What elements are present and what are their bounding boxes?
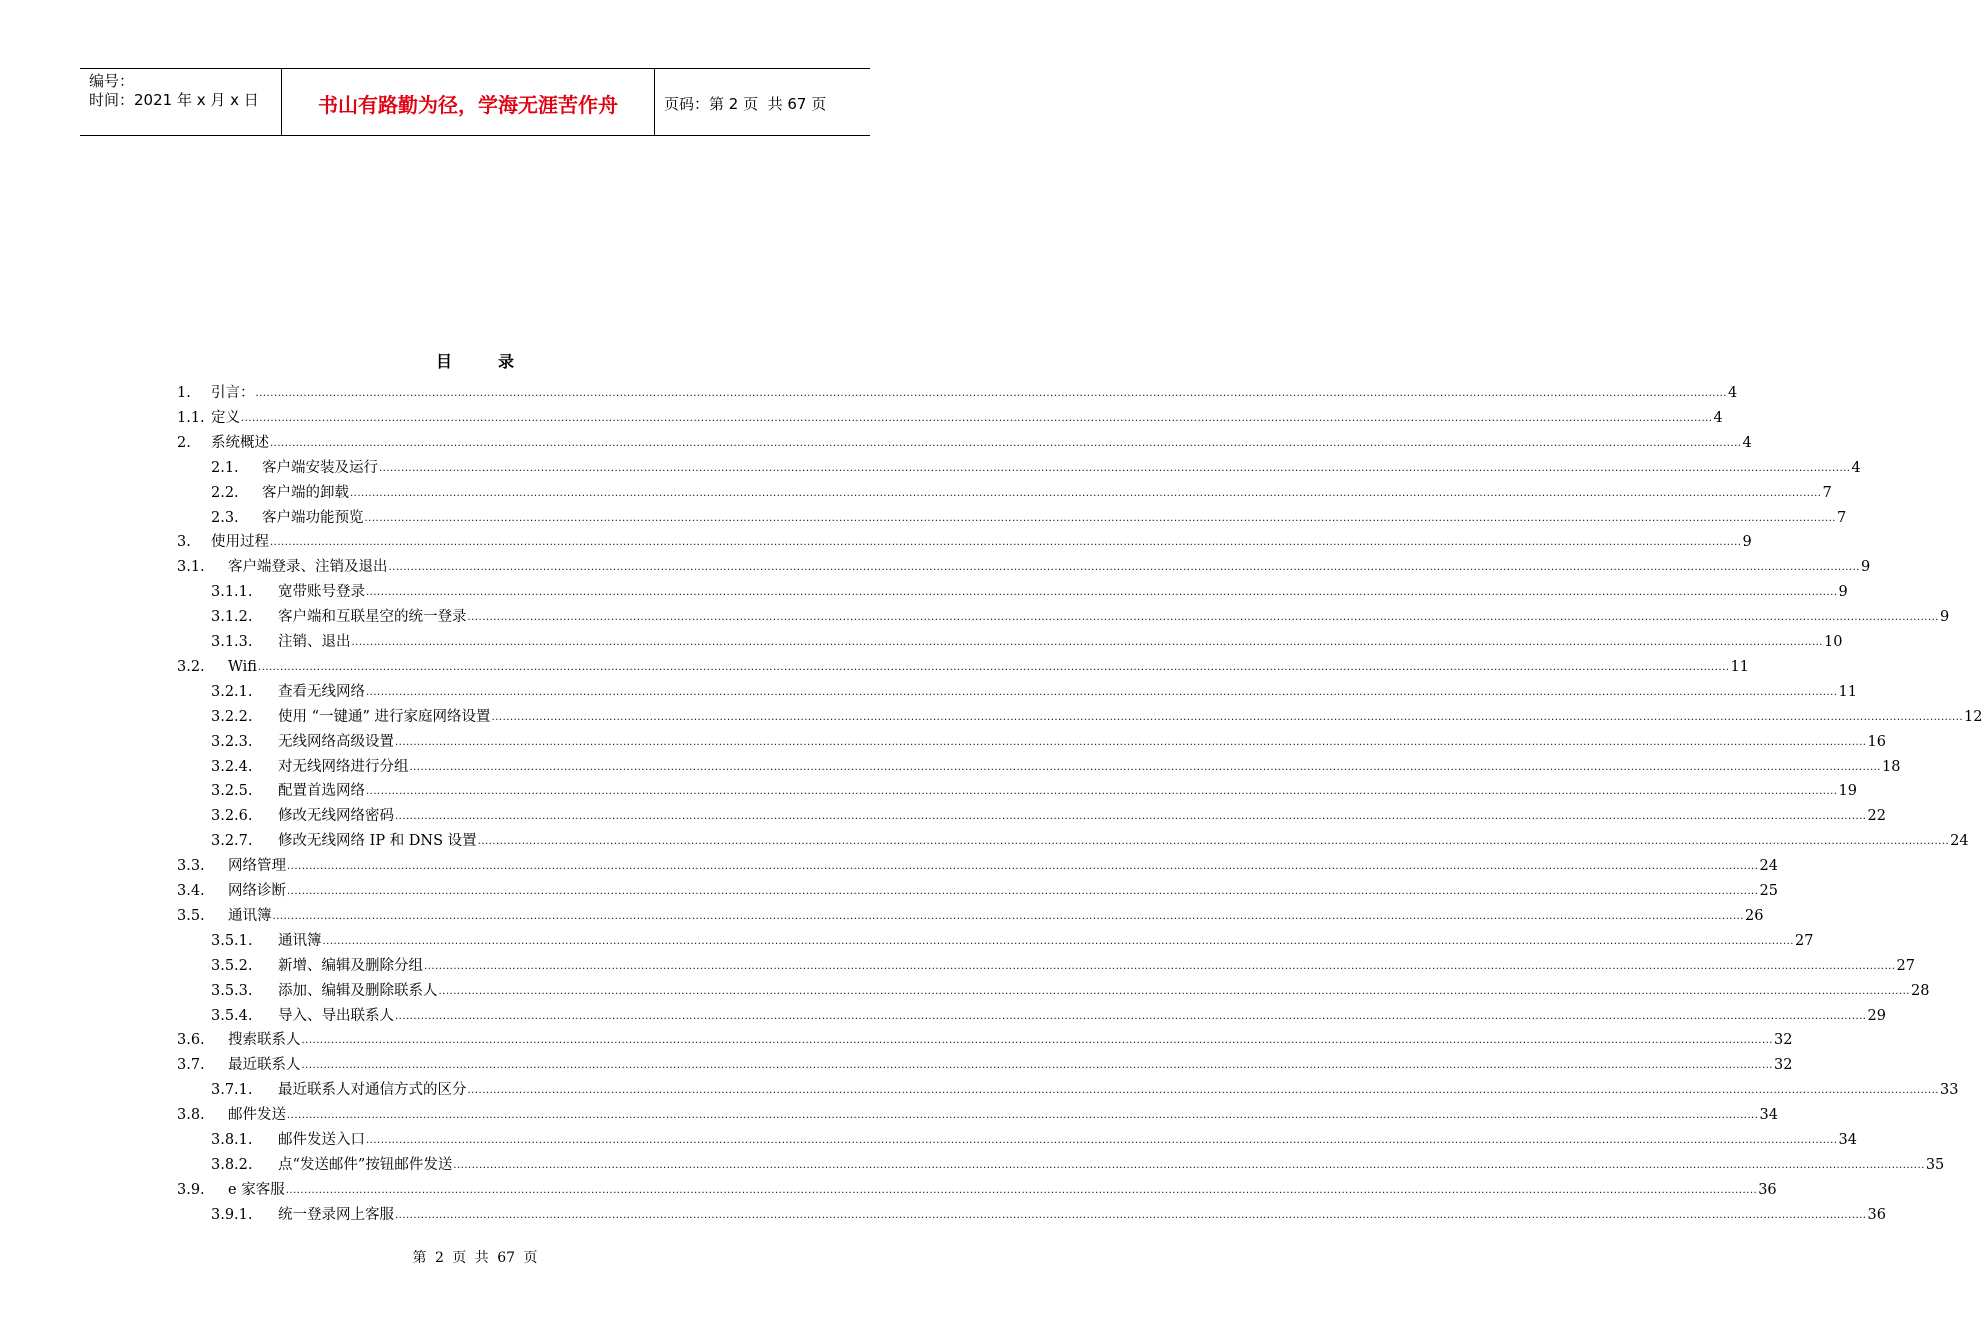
- toc-entry-number: 2.3.: [211, 509, 239, 526]
- toc-entry-page: 9: [1742, 534, 1752, 551]
- toc-entry-title: 修改无线网络 IP 和 DNS 设置: [278, 833, 477, 850]
- toc-leader-dots: ................................................................................................................................................................................................................................................................................................................................................................................................................: [366, 587, 1838, 599]
- page-header: [80, 68, 870, 136]
- toc-entry-page: 22: [1867, 808, 1886, 825]
- toc-entry-number: 3.5.3.: [211, 982, 253, 999]
- toc-entry-number: 3.2.3.: [211, 733, 253, 750]
- toc-entry-number: 3.2.4.: [211, 758, 253, 775]
- toc-entry-page: 9: [1838, 584, 1848, 601]
- toc-entry-title: Wifi: [228, 658, 257, 675]
- toc-entry-title: 通讯簿: [278, 932, 322, 949]
- toc-entry[interactable]: [0, 904, 1764, 928]
- toc-entry-title: 定义: [211, 409, 240, 426]
- header-meta: [80, 69, 281, 135]
- toc-entry[interactable]: [0, 1078, 1959, 1102]
- toc-entry-page: 33: [1939, 1082, 1959, 1099]
- toc-entry[interactable]: [0, 829, 1969, 853]
- toc-leader-dots: ................................................................................................................................................................................................................................................................................................................................................................................................................: [366, 686, 1838, 698]
- toc-entry-number: 3.8.: [177, 1107, 205, 1124]
- toc-entry-title: 配置首选网络: [278, 783, 365, 800]
- toc-entry-number: 3.2.1.: [211, 683, 253, 700]
- toc-entry-page: 4: [1742, 434, 1752, 451]
- toc-entry-page: 28: [1910, 982, 1930, 999]
- toc-title-part-a: 目: [435, 352, 452, 371]
- toc-entry[interactable]: [0, 655, 1749, 679]
- toc-entry-title: 最近联系人: [228, 1057, 301, 1074]
- toc-entry-title: 客户端功能预览: [262, 509, 364, 526]
- toc-entry-title: 网络诊断: [228, 883, 286, 899]
- toc-leader-dots: ................................................................................................................................................................................................................................................................................................................................................................................................................: [477, 836, 1950, 848]
- toc-entry-title: 使用 “一键通” 进行家庭网络设置: [278, 708, 491, 725]
- toc-leader-dots: ................................................................................................................................................................................................................................................................................................................................................................................................................: [301, 1035, 1773, 1047]
- toc-entry-number: 3.5.1.: [211, 932, 253, 949]
- toc-entry-page: 27: [1896, 957, 1915, 974]
- toc-entry-title: 添加、编辑及删除联系人: [278, 982, 438, 999]
- toc-entry-number: 3.8.2.: [211, 1156, 253, 1173]
- toc-entry-title: 注销、退出: [278, 634, 351, 650]
- toc-entry-number: 3.1.3.: [211, 634, 253, 650]
- toc-entry[interactable]: [0, 1103, 1778, 1127]
- toc-entry-title: 网络管理: [228, 858, 286, 875]
- toc-entry[interactable]: [0, 381, 1738, 405]
- toc-entry-number: 3.2.5.: [211, 783, 253, 800]
- toc-entry[interactable]: [0, 879, 1778, 903]
- toc-entry-title: e 家客服: [228, 1181, 285, 1198]
- toc-entry-title: 无线网络高级设置: [278, 733, 394, 750]
- toc-leader-dots: ................................................................................................................................................................................................................................................................................................................................................................................................................: [287, 1110, 1759, 1122]
- toc-entry[interactable]: [0, 1028, 1793, 1052]
- toc-entry-page: 29: [1867, 1007, 1886, 1024]
- toc-leader-dots: ................................................................................................................................................................................................................................................................................................................................................................................................................: [388, 562, 1860, 574]
- toc-leader-dots: ................................................................................................................................................................................................................................................................................................................................................................................................................: [366, 1135, 1838, 1146]
- toc-entry-number: 3.8.1.: [211, 1132, 253, 1148]
- toc-entry-number: 3.2.7.: [211, 833, 253, 850]
- toc-entry-number: 2.1.: [211, 459, 239, 476]
- toc-entry[interactable]: [0, 431, 1752, 455]
- toc-entry[interactable]: [0, 954, 1915, 978]
- toc-entry-page: 12: [1964, 708, 1982, 725]
- toc-entry-title: 查看无线网络: [278, 683, 365, 700]
- toc-entry-page: 19: [1838, 783, 1857, 800]
- toc-entry-page: 18: [1881, 758, 1901, 775]
- toc-entry-page: 4: [1727, 385, 1738, 401]
- toc-entry-page: 36: [1867, 1206, 1886, 1223]
- toc-title-part-b: 录: [498, 352, 515, 371]
- toc-leader-dots: ................................................................................................................................................................................................................................................................................................................................................................................................................: [395, 1209, 1867, 1221]
- page-footer: 第 2 页 共 67 页: [412, 1250, 538, 1266]
- toc-entry-page: 26: [1744, 907, 1764, 924]
- toc-leader-dots: ................................................................................................................................................................................................................................................................................................................................................................................................................: [270, 437, 1742, 449]
- toc-entry[interactable]: [0, 481, 1832, 505]
- toc-entry[interactable]: [0, 1203, 1886, 1227]
- toc-entry-title: 邮件发送: [228, 1107, 286, 1124]
- toc-entry-number: 3.7.: [177, 1057, 205, 1074]
- toc-entry-number: 3.3.: [177, 858, 205, 875]
- toc-leader-dots: ................................................................................................................................................................................................................................................................................................................................................................................................................: [301, 1060, 1773, 1072]
- toc-leader-dots: ................................................................................................................................................................................................................................................................................................................................................................................................................: [491, 711, 1964, 723]
- toc-entry-title: 导入、导出联系人: [278, 1007, 394, 1024]
- toc-entry-number: 3.7.1.: [211, 1082, 253, 1099]
- toc-entry[interactable]: [0, 755, 1901, 779]
- toc-entry-number: 3.9.: [177, 1181, 205, 1198]
- toc-leader-dots: ................................................................................................................................................................................................................................................................................................................................................................................................................: [364, 512, 1836, 524]
- toc-entry-number: 1.: [177, 385, 191, 401]
- toc-entry-title: 对无线网络进行分组: [278, 758, 409, 775]
- toc-entry[interactable]: [0, 506, 1847, 530]
- toc-leader-dots: ................................................................................................................................................................................................................................................................................................................................................................................................................: [395, 736, 1867, 748]
- toc-entry-page: 24: [1759, 858, 1778, 875]
- toc-entry-number: 3.2.2.: [211, 708, 253, 725]
- toc-entry-page: 11: [1838, 683, 1857, 700]
- toc-entry-title: 统一登录网上客服: [278, 1206, 394, 1223]
- toc-entry-title: 通讯簿: [228, 907, 272, 924]
- toc-entry[interactable]: [0, 1153, 1945, 1177]
- toc-entry-page: 16: [1867, 733, 1886, 750]
- time-label: 时间：2021 年 x 月 x 日: [89, 91, 259, 109]
- header-motto: 书山有路勤为径，学海无涯苦作舟: [281, 69, 655, 135]
- code-label: 编号：: [89, 72, 135, 90]
- toc-entry-number: 3.4.: [177, 883, 205, 899]
- toc-entry[interactable]: [0, 929, 1814, 953]
- toc-entry[interactable]: [0, 406, 1723, 430]
- toc-entry[interactable]: [0, 1053, 1793, 1077]
- toc-entry-title: 点“发送邮件”按钮邮件发送: [278, 1156, 453, 1173]
- toc-entry-page: 32: [1773, 1032, 1793, 1049]
- toc-leader-dots: ................................................................................................................................................................................................................................................................................................................................................................................................................: [467, 1085, 1939, 1097]
- toc-entry[interactable]: [0, 779, 1857, 803]
- toc-entry-page: 34: [1838, 1132, 1857, 1148]
- toc-entry-page: 7: [1836, 509, 1847, 526]
- toc-entry-page: 27: [1794, 932, 1814, 949]
- toc-leader-dots: ................................................................................................................................................................................................................................................................................................................................................................................................................: [285, 1184, 1758, 1196]
- toc-entry-number: 3.5.2.: [211, 957, 253, 974]
- toc-entry-title: 修改无线网络密码: [278, 808, 394, 825]
- toc-entry-number: 3.: [177, 534, 191, 551]
- toc-entry-title: 客户端的卸载: [262, 484, 349, 501]
- header-page-info: 页码：第 2 页 共 67 页: [664, 94, 827, 113]
- toc-entry[interactable]: [0, 605, 1950, 629]
- toc-entry-title: 客户端安装及运行: [262, 459, 378, 476]
- toc-entry-title: 系统概述: [211, 434, 269, 451]
- toc-entry[interactable]: [0, 456, 1861, 480]
- toc-leader-dots: ................................................................................................................................................................................................................................................................................................................................................................................................................: [257, 661, 1730, 673]
- toc-entry-page: 9: [1860, 559, 1871, 576]
- toc-entry-page: 4: [1851, 459, 1861, 476]
- toc-entry-title: 客户端和互联星空的统一登录: [278, 609, 467, 626]
- toc-entry-title: 引言：: [211, 385, 255, 401]
- toc-entry-number: 3.5.4.: [211, 1007, 253, 1024]
- toc-entry-page: 9: [1939, 609, 1950, 626]
- toc-entry-page: 35: [1925, 1156, 1945, 1173]
- toc-leader-dots: ................................................................................................................................................................................................................................................................................................................................................................................................................: [241, 412, 1713, 424]
- toc-title: [0, 349, 950, 372]
- toc-entry-page: 34: [1759, 1107, 1778, 1124]
- toc-entry[interactable]: [0, 580, 1848, 604]
- toc-entry-page: 7: [1822, 484, 1832, 501]
- toc-leader-dots: ................................................................................................................................................................................................................................................................................................................................................................................................................: [424, 960, 1896, 972]
- toc-leader-dots: ................................................................................................................................................................................................................................................................................................................................................................................................................: [438, 985, 1910, 997]
- toc-leader-dots: ................................................................................................................................................................................................................................................................................................................................................................................................................: [467, 612, 1939, 624]
- toc-entry-number: 2.: [177, 434, 191, 451]
- toc-entry[interactable]: [0, 1128, 1857, 1152]
- toc-entry-title: 最近联系人对通信方式的区分: [278, 1082, 467, 1099]
- toc-entry-title: 新增、编辑及删除分组: [278, 957, 423, 974]
- toc-entry-title: 使用过程: [211, 534, 269, 551]
- toc-entry-title: 搜索联系人: [228, 1032, 301, 1049]
- toc-leader-dots: ................................................................................................................................................................................................................................................................................................................................................................................................................: [270, 537, 1742, 549]
- toc-leader-dots: ................................................................................................................................................................................................................................................................................................................................................................................................................: [395, 1010, 1867, 1022]
- toc-entry-page: 11: [1730, 658, 1749, 675]
- toc-entry[interactable]: [0, 705, 1982, 729]
- toc-entry-page: 4: [1713, 409, 1723, 426]
- toc-entry[interactable]: [0, 804, 1886, 828]
- toc-entry-title: 宽带账号登录: [278, 584, 365, 601]
- toc-entry-page: 25: [1759, 883, 1778, 899]
- toc-entry-number: 3.9.1.: [211, 1206, 253, 1223]
- toc-leader-dots: ................................................................................................................................................................................................................................................................................................................................................................................................................: [322, 935, 1794, 947]
- toc-entry-page: 32: [1773, 1057, 1793, 1074]
- toc-leader-dots: ................................................................................................................................................................................................................................................................................................................................................................................................................: [409, 761, 1881, 773]
- toc-leader-dots: ................................................................................................................................................................................................................................................................................................................................................................................................................: [379, 462, 1851, 474]
- toc-entry-page: 24: [1950, 833, 1969, 850]
- toc-leader-dots: ................................................................................................................................................................................................................................................................................................................................................................................................................: [287, 886, 1759, 897]
- toc-entry[interactable]: [0, 979, 1930, 1003]
- toc-entry[interactable]: [0, 555, 1871, 579]
- toc-entry-title: 客户端登录、注销及退出: [228, 559, 388, 576]
- toc-entry-number: 3.2.6.: [211, 808, 253, 825]
- toc-leader-dots: ................................................................................................................................................................................................................................................................................................................................................................................................................: [272, 910, 1744, 922]
- toc-leader-dots: ................................................................................................................................................................................................................................................................................................................................................................................................................: [350, 487, 1822, 499]
- toc-entry-page: 10: [1823, 634, 1843, 650]
- toc-leader-dots: ................................................................................................................................................................................................................................................................................................................................................................................................................: [351, 637, 1823, 648]
- toc-leader-dots: ................................................................................................................................................................................................................................................................................................................................................................................................................: [395, 811, 1867, 823]
- toc-entry-number: 3.2.: [177, 658, 205, 675]
- toc-entry[interactable]: [0, 530, 1752, 554]
- toc-entry-number: 1.1.: [177, 409, 205, 426]
- toc-leader-dots: ................................................................................................................................................................................................................................................................................................................................................................................................................: [453, 1159, 1925, 1171]
- toc-entry-number: 3.6.: [177, 1032, 205, 1049]
- toc-entry-number: 3.5.: [177, 907, 205, 924]
- toc-entry-number: 3.1.1.: [211, 584, 253, 601]
- toc-entry-number: 2.2.: [211, 484, 239, 501]
- toc-entry-title: 邮件发送入口: [278, 1132, 365, 1148]
- toc-entry[interactable]: [0, 730, 1886, 754]
- toc-entry-number: 3.1.: [177, 559, 205, 576]
- toc-entry[interactable]: [0, 680, 1857, 704]
- toc-entry-page: 36: [1758, 1181, 1777, 1198]
- toc-leader-dots: ................................................................................................................................................................................................................................................................................................................................................................................................................: [366, 786, 1838, 798]
- toc-entry-number: 3.1.2.: [211, 609, 253, 626]
- toc-entry[interactable]: [0, 1178, 1777, 1202]
- toc-entry[interactable]: [0, 854, 1778, 878]
- toc-entry[interactable]: [0, 630, 1843, 654]
- toc-leader-dots: ................................................................................................................................................................................................................................................................................................................................................................................................................: [255, 388, 1727, 399]
- toc-entry[interactable]: [0, 1004, 1886, 1028]
- toc-leader-dots: ................................................................................................................................................................................................................................................................................................................................................................................................................: [287, 861, 1759, 873]
